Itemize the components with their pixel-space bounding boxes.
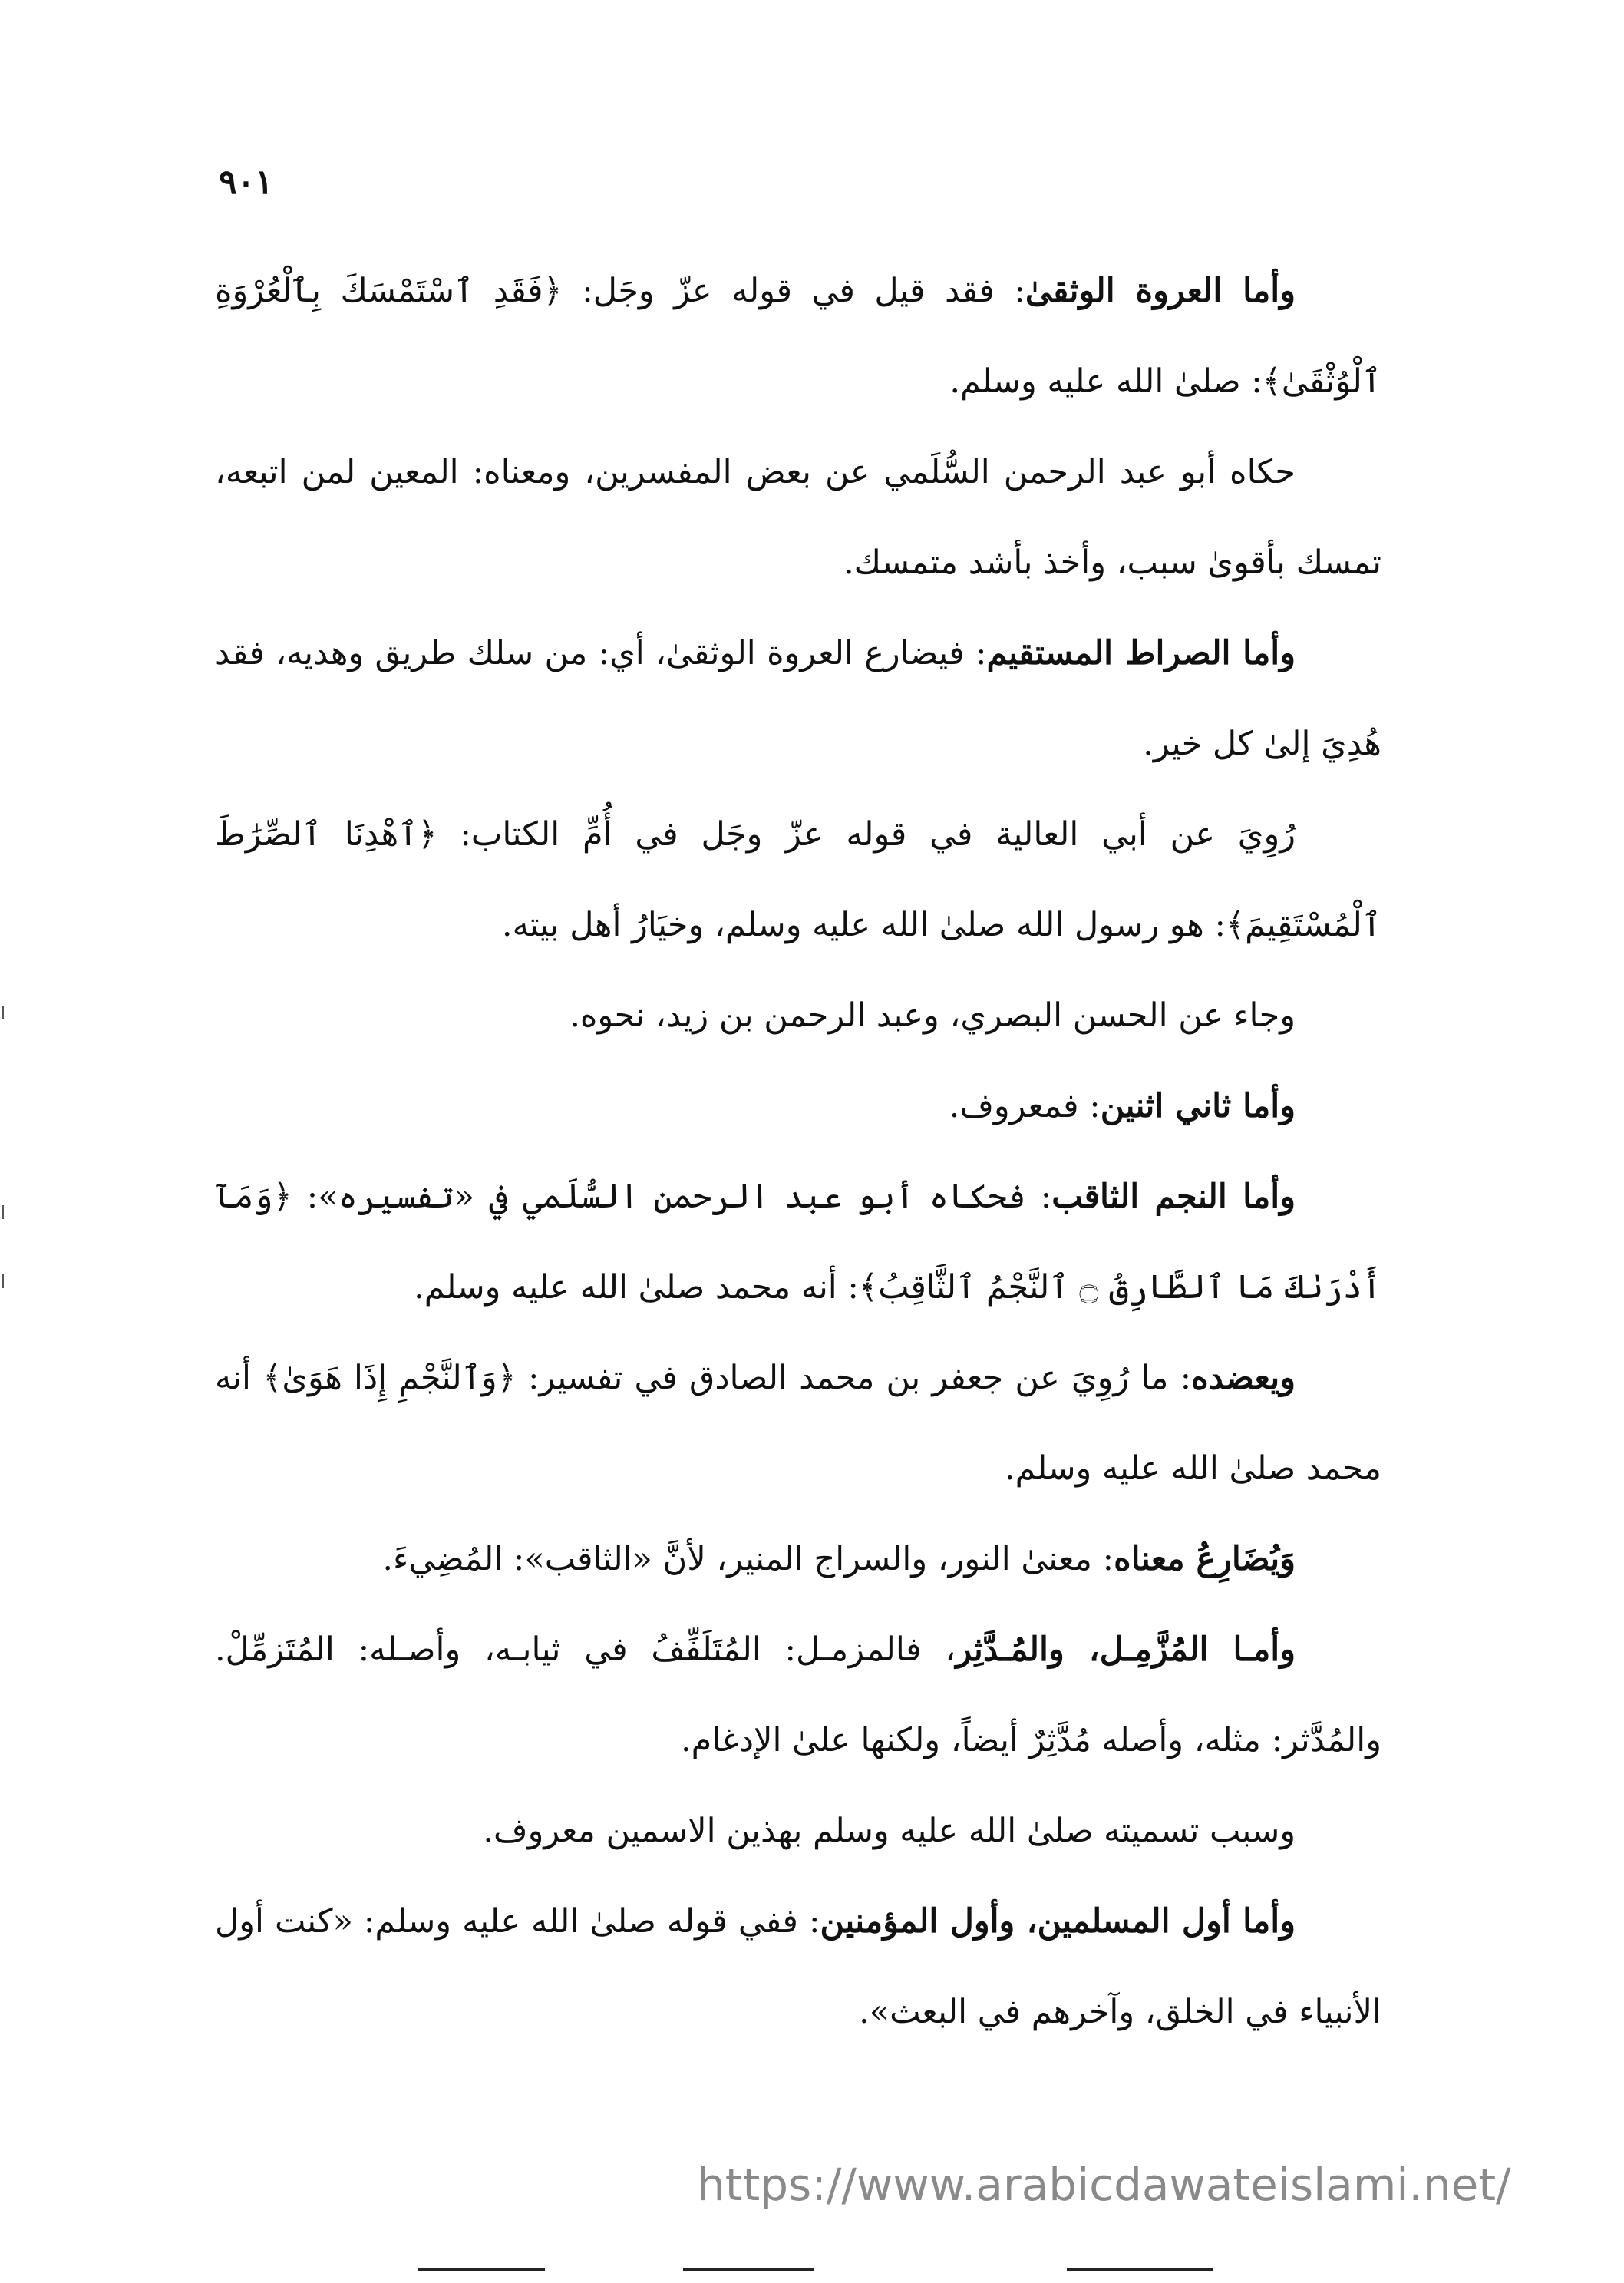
page-body [215, 246, 1381, 2057]
paragraph-abul-aliya [215, 789, 1381, 970]
paragraph-muzzammil [215, 1604, 1381, 1786]
paragraph-lead: وَيُضَارِعُ معناه [1114, 1540, 1296, 1578]
paragraph-sabab [215, 1786, 1381, 1876]
paragraph-yadudu [215, 1333, 1381, 1514]
scan-edge-mark [2, 1274, 4, 1288]
paragraph-text: ، فالمزمـل: المُتَلَفِّفُ في ثيابـه، وأصـله: المُتَزمِّلْ. والمُدَّثر: مثله، وأصله مُدَّثِرٌ أيضاً، ولكنها علىٰ الإدغام. [215, 1630, 1381, 1759]
paragraph-lead: وأما الصراط المستقيم [986, 634, 1296, 672]
paragraph-text: : فمعروف. [949, 1087, 1101, 1125]
paragraph-text: وجاء عن الحسن البصري، وعبد الرحمن بن زيد، نحوه. [569, 996, 1296, 1035]
page-number: ٩٠١ [219, 163, 273, 202]
paragraph-sirat [215, 608, 1381, 789]
paragraph-yudariu [215, 1514, 1381, 1604]
footer-rule [1067, 2268, 1213, 2271]
scan-edge-mark [2, 1006, 4, 1019]
paragraph-lead: وأما ثاني اثنين [1100, 1087, 1296, 1125]
paragraph-text: : معنىٰ النور، والسراج المنير، لأنَّ «الثاقب»: المُضِيءَ. [382, 1540, 1114, 1578]
paragraph-lead: وأما العروة الوثقىٰ [1025, 272, 1296, 310]
paragraph-thani [215, 1061, 1381, 1151]
paragraph-hasan [215, 970, 1381, 1061]
paragraph-text: : فحكاه أبو عبد الرحمن السُّلَمي في «تفسيره»: ﴿وَمَآ أَدْرَىٰكَ مَا ٱلطَّارِقُ ۝ ٱلنَّجْمُ ٱلثَّاقِبُ﴾: أنه محمد صلىٰ الله عليه وسلم. [215, 1178, 1381, 1307]
paragraph-lead: وأمـا المُزَّمِـل، والمُـدَّثِر [956, 1630, 1296, 1669]
paragraph-text: : فقد قيل في قوله عزّ وجَل: ﴿فَقَدِ ٱسْتَمْسَكَ بِٱلْعُرْوَةِ ٱلْوُثْقَىٰ﴾: صلىٰ الله عليه وسلم. [215, 272, 1381, 401]
paragraph-text: : ففي قوله صلىٰ الله عليه وسلم: «كنت أول الأنبياء في الخلق، وآخرهم في البعث». [215, 1902, 1381, 2031]
footer-rule [683, 2268, 814, 2271]
scan-edge-mark [2, 1205, 4, 1219]
paragraph-text: رُوِيَ عن أبي العالية في قوله عزّ وجَل في أُمِّ الكتاب: ﴿ٱهْدِنَا ٱلصِّرَٰطَ ٱلْمُسْتَقِيمَ﴾: هو رسول الله صلىٰ الله عليه وسلم، وخيَارُ أهل بيته. [215, 815, 1381, 944]
paragraph-awwal [215, 1876, 1381, 2057]
paragraph-text: : فيضارع العروة الوثقىٰ، أي: من سلك طريق وهديه، فقد هُدِيَ إلىٰ كل خير. [215, 634, 1381, 763]
watermark-url: https://www.arabicdawateislami.net/ [697, 2159, 1511, 2211]
paragraph-lead: وأما النجم الثاقب [1051, 1178, 1296, 1216]
paragraph-sulami [215, 427, 1381, 608]
paragraph-lead: وأما أول المسلمين، وأول المؤمنين [820, 1902, 1296, 1941]
paragraph-text: حكاه أبو عبد الرحمن السُّلَمي عن بعض المفسرين، ومعناه: المعين لمن اتبعه، تمسك بأقوىٰ سبب، وأخذ بأشد متمسك. [215, 453, 1381, 582]
paragraph-urwa [215, 246, 1381, 427]
footer-rule [418, 2268, 545, 2271]
paragraph-lead: ويعضده [1191, 1359, 1296, 1397]
paragraph-najm [215, 1151, 1381, 1333]
paragraph-text: وسبب تسميته صلىٰ الله عليه وسلم بهذين الاسمين معروف. [483, 1812, 1296, 1850]
paragraph-text: : ما رُوِيَ عن جعفر بن محمد الصادق في تفسير: ﴿وَٱلنَّجْمِ إِذَا هَوَىٰ﴾ أنه محمد صلىٰ الله عليه وسلم. [215, 1359, 1381, 1488]
